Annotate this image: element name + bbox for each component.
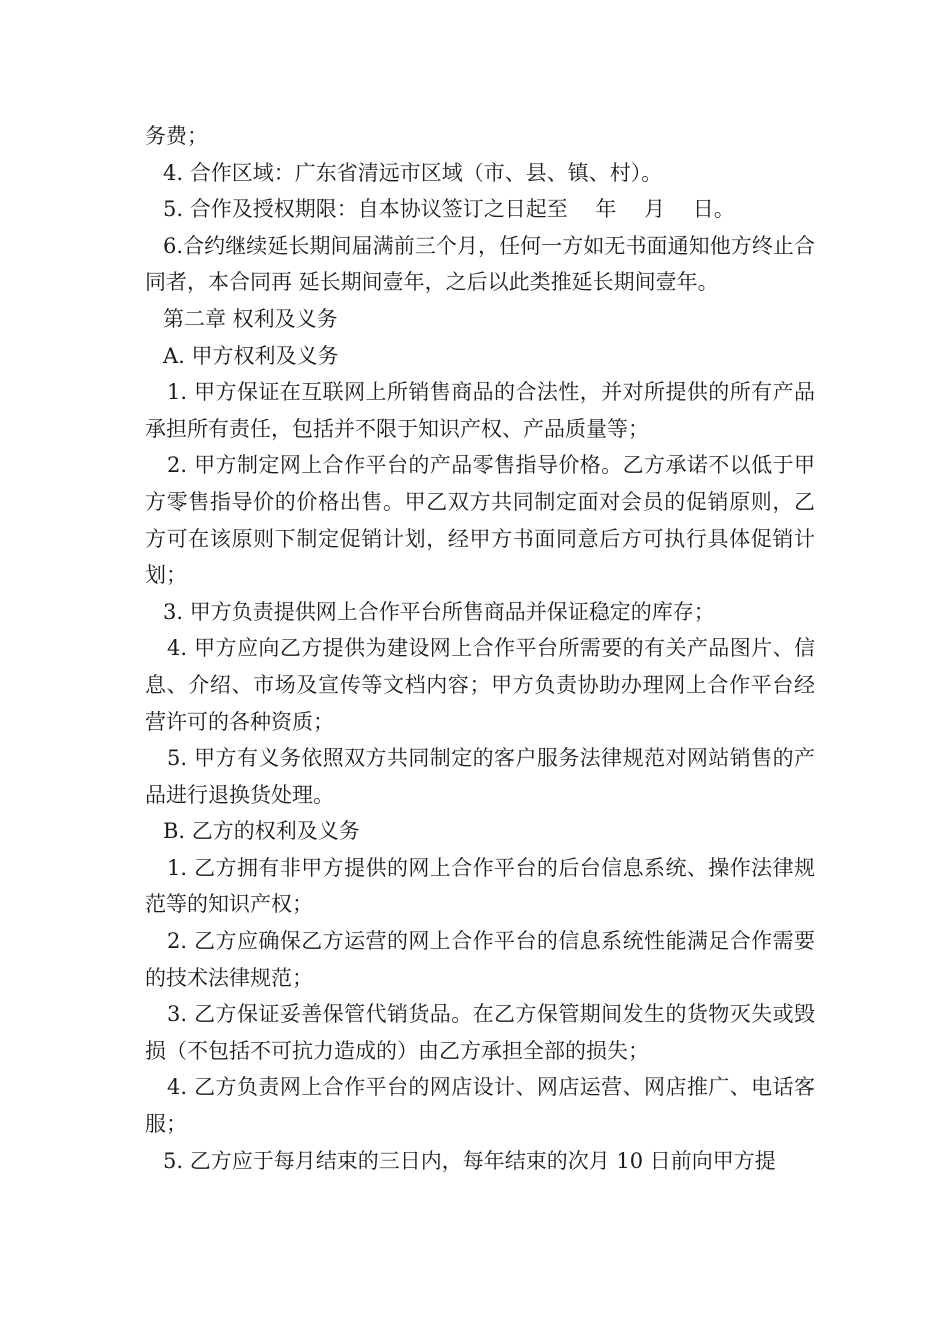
paragraph-authorization-period: 5. 合作及授权期限：自本协议签订之日起至 年 月 日。 bbox=[163, 197, 735, 222]
section-heading-party-b: B. 乙方的权利及义务 bbox=[163, 819, 360, 844]
paragraph-service-fee-tail: 务费； bbox=[145, 124, 208, 148]
paragraph-b-item-2: 2. 乙方应确保乙方运营的网上合作平台的信息系统性能满足合作需要的技术法律规范； bbox=[145, 929, 815, 990]
paragraph-a-item-3: 3. 甲方负责提供网上合作平台所售商品并保证稳定的库存； bbox=[163, 599, 715, 624]
paragraph-a-item-4: 4. 甲方应向乙方提供为建设网上合作平台所需要的有关产品图片、信息、介绍、市场及宣传等文档内容；甲方负责协助办理网上合作平台经营许可的各种资质； bbox=[145, 636, 815, 734]
paragraph-a-item-2: 2. 甲方制定网上合作平台的产品零售指导价格。乙方承诺不以低于甲方零售指导价的价格出售。甲乙双方共同制定面对会员的促销原则，乙方可在该原则下制定促销计划，经甲方书面同意后方可执行具体促销计划； bbox=[145, 453, 815, 588]
paragraph-b-item-1: 1. 乙方拥有非甲方提供的网上合作平台的后台信息系统、操作法律规范等的知识产权； bbox=[145, 855, 815, 917]
chapter-heading-rights-obligations: 第二章 权利及义务 bbox=[163, 306, 338, 331]
section-heading-party-a: A. 甲方权利及义务 bbox=[163, 343, 339, 368]
paragraph-cooperation-region: 4. 合作区域：广东省清远市区域（市、县、镇、村）。 bbox=[163, 160, 663, 185]
paragraph-renewal-term: 6.合约继续延长期间届满前三个月，任何一方如无书面通知他方终止合同者，本合同再 延长期间壹年，之后以此类推延长期间壹年。 bbox=[145, 233, 815, 295]
paragraph-a-item-1: 1. 甲方保证在互联网上所销售商品的合法性，并对所提供的所有产品承担所有责任，包括并不限于知识产权、产品质量等； bbox=[145, 380, 815, 441]
document-body bbox=[145, 118, 815, 1179]
paragraph-b-item-3: 3. 乙方保证妥善保管代销货品。在乙方保管期间发生的货物灭失或毁损（不包括不可抗力造成的）由乙方承担全部的损失； bbox=[145, 1002, 815, 1063]
paragraph-b-item-4: 4. 乙方负责网上合作平台的网店设计、网店运营、网店推广、电话客服； bbox=[145, 1075, 815, 1137]
paragraph-b-item-5: 5. 乙方应于每月结束的三日内，每年结束的次月 10 日前向甲方提 bbox=[163, 1148, 776, 1173]
paragraph-a-item-5: 5. 甲方有义务依照双方共同制定的客户服务法律规范对网站销售的产品进行退换货处理。 bbox=[145, 746, 815, 807]
